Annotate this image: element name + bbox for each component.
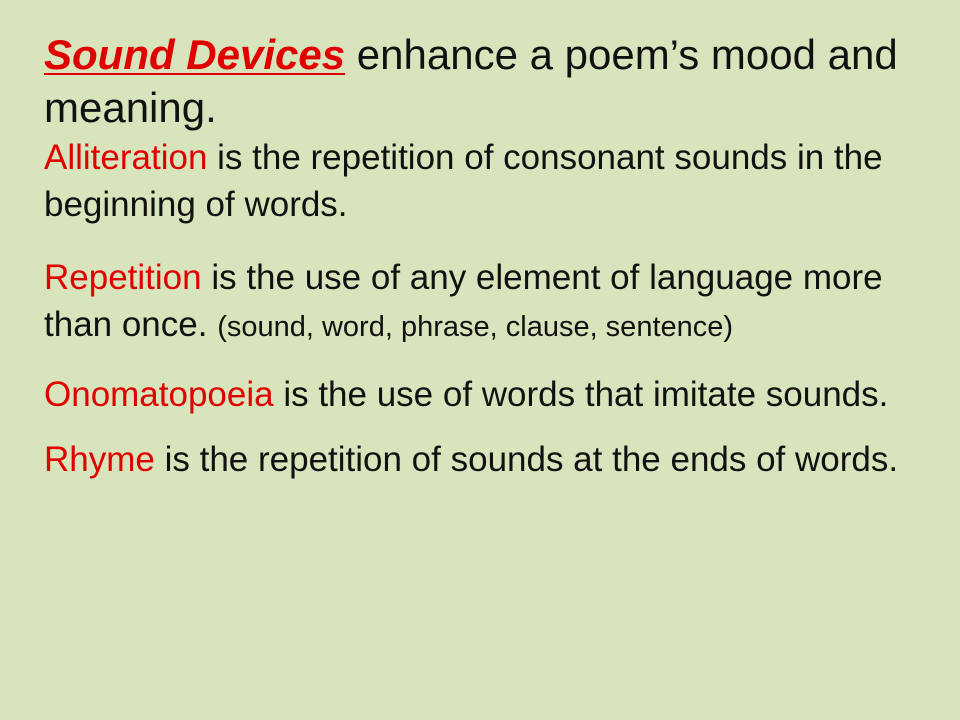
definition-alliteration [44,134,930,228]
heading-keyword: Sound Devices [44,31,346,78]
term-alliteration: Alliteration [44,138,208,177]
term-onomatopoeia: Onomatopoeia [44,375,274,414]
definition-repetition [44,254,930,351]
definition-text-alliteration: is the repetition of consonant sounds in the beginning of words. [44,138,883,224]
definition-rhyme [44,436,930,483]
term-rhyme: Rhyme [44,440,155,479]
definition-onomatopoeia [44,371,930,418]
term-repetition: Repetition [44,258,202,297]
heading-rest: enhance a poem’s mood and meaning. [44,31,898,131]
definition-text-rhyme: is the repetition of sounds at the ends of words. [154,440,899,479]
definition-note-repetition: (sound, word, phrase, clause, sentence) [217,311,734,343]
definition-text-repetition: is the use of any element of language more than once. [44,258,883,344]
slide-heading [44,28,930,134]
definition-text-onomatopoeia: is the use of words that imitate sounds. [273,375,889,414]
